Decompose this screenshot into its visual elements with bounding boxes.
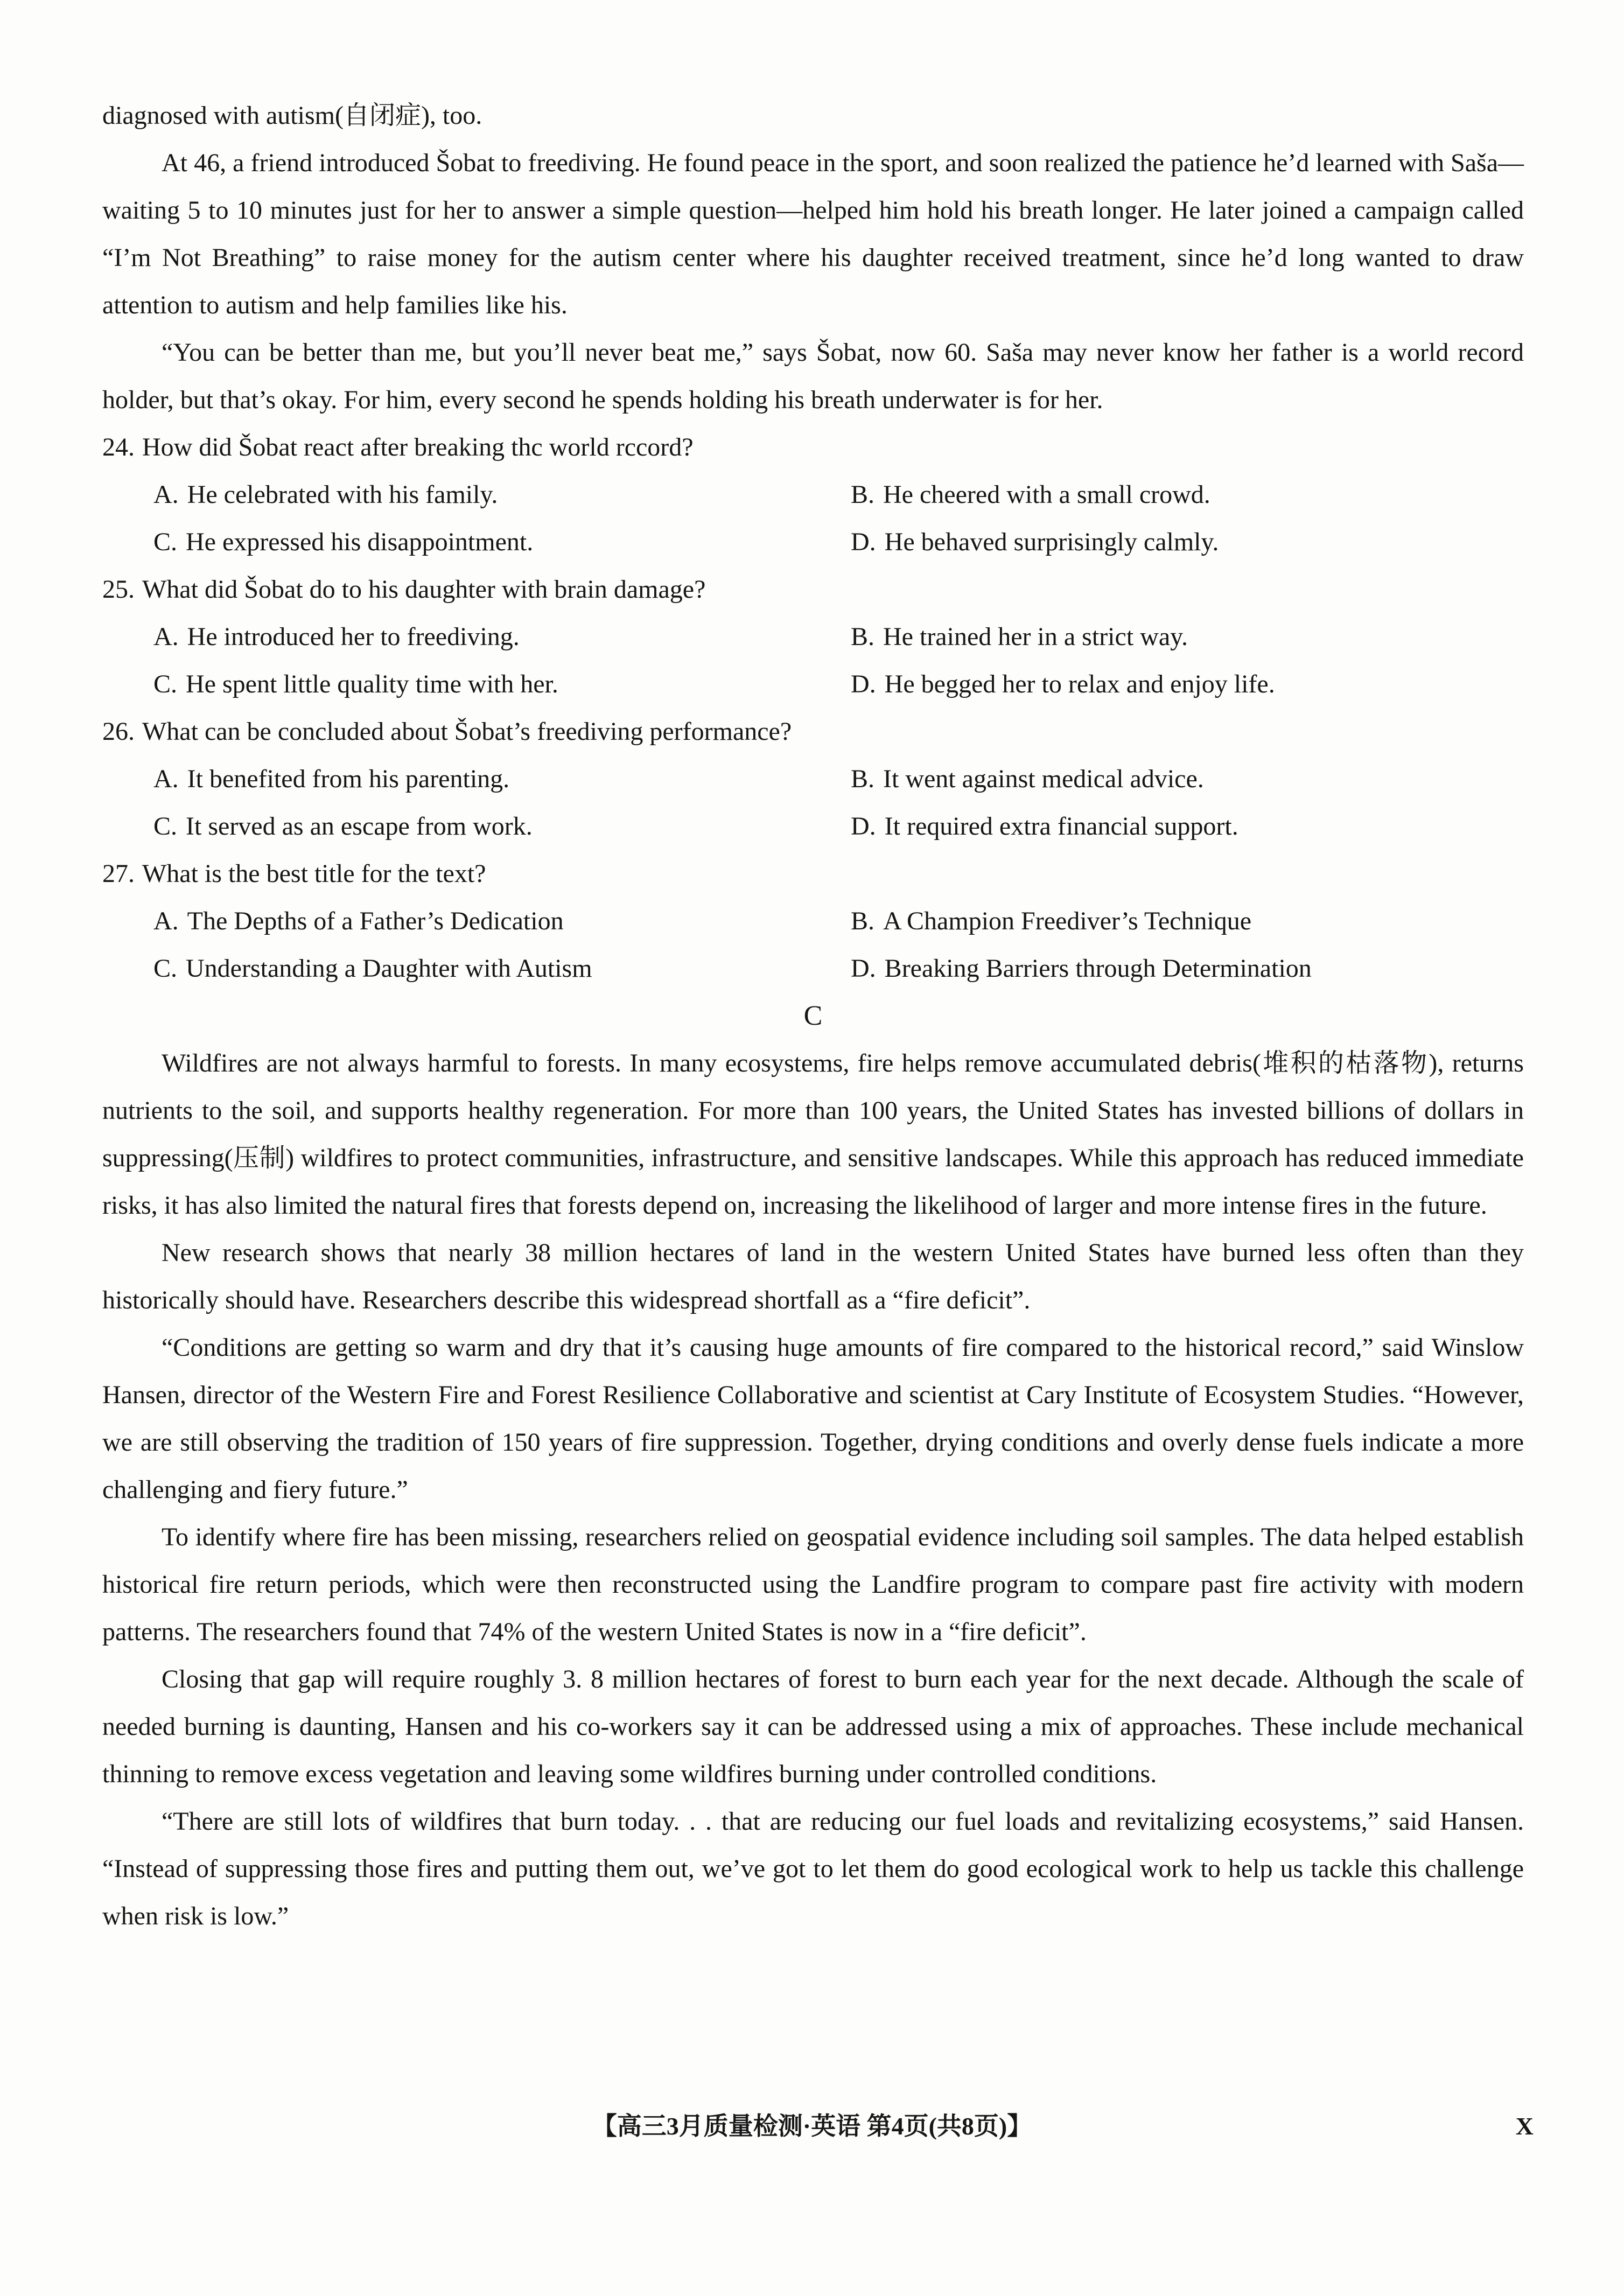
option-a [153,613,851,661]
option-d [851,519,1524,566]
option-text: He introduced her to freediving. [187,622,520,651]
passage-c-paragraph-5: Closing that gap will require roughly 3. 8 million hectares of forest to burn each year for the next decade. Although the scale of needed burning is daunting, Hansen and his co-workers say it can be addressed using a mix of approaches. These include mechanical thinning to remove excess vegetation and leaving some wildfires burning under controlled conditions. [102,1665,1524,1788]
option-text: It served as an escape from work. [186,812,533,841]
option-text: The Depths of a Father’s Dedication [187,907,564,935]
question-25-line [102,566,1524,613]
option-text: A Champion Freediver’s Technique [883,907,1252,935]
option-label: C. [153,528,178,556]
question-number: 25. [102,575,135,604]
option-label: C. [153,812,178,841]
question-24-line [102,424,1524,471]
option-b [851,471,1524,519]
option-c [153,519,851,566]
option-label: D. [851,954,876,983]
option-text: He begged her to relax and enjoy life. [884,670,1275,698]
option-text: He cheered with a small crowd. [883,480,1210,509]
footer-version-mark: X [1515,2112,1534,2140]
question-27-options [102,898,1524,992]
question-24 [102,424,1524,566]
option-text: It went against medical advice. [883,765,1204,793]
question-26-options [102,755,1524,850]
option-b [851,755,1524,803]
question-number: 24. [102,433,135,461]
option-text: He celebrated with his family. [187,480,498,509]
option-text: He behaved surprisingly calmly. [884,528,1219,556]
option-text: Understanding a Daughter with Autism [186,954,592,983]
passage-b-paragraph-freediving: At 46, a friend introduced Šobat to freediving. He found peace in the sport, and soon realized the patience he’d learned with Saša—waiting 5 to 10 minutes just for her to answer a simple question—helped him hold his breath longer. He later joined a campaign called “I’m Not Breathing” to raise money for the autism center where his daughter received treatment, since he’d long wanted to draw attention to autism and help families like his. [102,149,1524,319]
question-number: 26. [102,717,135,746]
passage-c-paragraph-4: To identify where fire has been missing, researchers relied on geospatial evidence including soil samples. The data helped establish historical fire return periods, which were then reconstructed using the Landfire program to compare past fire activity with modern patterns. The researchers found that 74% of the western United States is now in a “fire deficit”. [102,1523,1524,1646]
question-27 [102,850,1524,992]
option-text: Breaking Barriers through Determination [884,954,1312,983]
option-b [851,898,1524,945]
question-26-line [102,708,1524,755]
passage-b-tail-line: diagnosed with autism(自闭症), too. [102,101,482,130]
passage-b-paragraph-quote: “You can be better than me, but you’ll never beat me,” says Šobat, now 60. Saša may never know her father is a world record holder, but that’s okay. For him, every second he spends holding his breath underwater is for her. [102,338,1524,414]
option-label: B. [851,907,875,935]
section-c-heading: C [803,1000,823,1031]
question-25-options [102,613,1524,708]
question-text: What did Šobat do to his daughter with brain damage? [142,575,706,604]
option-c [153,803,851,850]
question-26 [102,708,1524,850]
option-label: C. [153,954,178,983]
option-label: C. [153,670,178,698]
question-27-line [102,850,1524,898]
option-text: He expressed his disappointment. [186,528,534,556]
option-c [153,661,851,708]
option-label: B. [851,480,875,509]
option-c [153,945,851,992]
option-text: He spent little quality time with her. [186,670,558,698]
question-25 [102,566,1524,708]
option-label: A. [153,622,179,651]
option-label: D. [851,812,876,841]
option-text: It benefited from his parenting. [187,765,510,793]
option-b [851,613,1524,661]
option-label: A. [153,907,179,935]
question-text: What can be concluded about Šobat’s freediving performance? [142,717,792,746]
footer-page-info: 【高三3月质量检测·英语 第4页(共8页)】 [592,2112,1032,2140]
option-label: B. [851,622,875,651]
option-a [153,755,851,803]
option-a [153,898,851,945]
question-text: What is the best title for the text? [142,859,486,888]
question-text: How did Šobat react after breaking thc world rccord? [142,433,694,461]
option-d [851,661,1524,708]
passage-c-paragraph-3: “Conditions are getting so warm and dry that it’s causing huge amounts of fire compared to the historical record,” said Winslow Hansen, director of the Western Fire and Forest Resilience Collaborative and scientist at Cary Institute of Ecosystem Studies. “However, we are still observing the tradition of 150 years of fire suppression. Together, drying conditions and overly dense fuels indicate a more challenging and fiery future.” [102,1333,1524,1504]
option-label: A. [153,765,179,793]
question-24-options [102,471,1524,566]
passage-c-paragraph-6: “There are still lots of wildfires that burn today. . . that are reducing our fuel loads and revitalizing ecosystems,” said Hansen. “Instead of suppressing those fires and putting them out, we’ve got to let them do good ecological work to help us tackle this challenge when risk is low.” [102,1807,1524,1930]
option-label: D. [851,670,876,698]
page-footer [0,2103,1624,2150]
passage-c-paragraph-2: New research shows that nearly 38 million hectares of land in the western United States have burned less often than they historically should have. Researchers describe this widespread shortfall as a “fire deficit”. [102,1238,1524,1314]
option-a [153,471,851,519]
question-number: 27. [102,859,135,888]
passage-c-paragraph-1: Wildfires are not always harmful to forests. In many ecosystems, fire helps remove accumulated debris(堆积的枯落物), returns nutrients to the soil, and supports healthy regeneration. For more than 100 years, the United States has invested billions of dollars in suppressing(压制) wildfires to protect communities, infrastructure, and sensitive landscapes. While this approach has reduced immediate risks, it has also limited the natural fires that forests depend on, increasing the likelihood of larger and more intense fires in the future. [102,1049,1524,1220]
option-d [851,945,1524,992]
option-d [851,803,1524,850]
option-text: He trained her in a strict way. [883,622,1188,651]
option-label: D. [851,528,876,556]
option-label: A. [153,480,179,509]
option-label: B. [851,765,875,793]
page-content [102,92,1524,1940]
option-text: It required extra financial support. [884,812,1238,841]
